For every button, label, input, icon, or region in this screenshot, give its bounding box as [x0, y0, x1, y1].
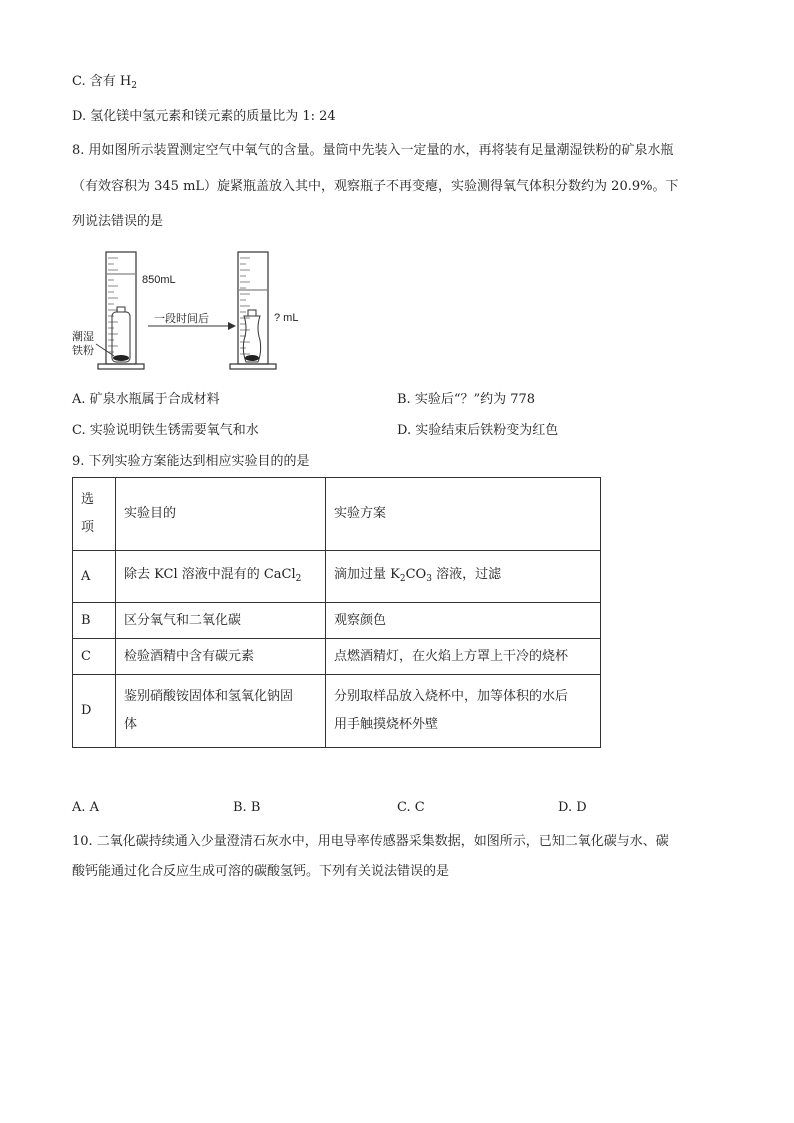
row-option: D — [73, 675, 116, 748]
q8-option-c: C. 实验说明铁生锈需要氧气和水 — [72, 423, 259, 438]
q10-stem-line1: 10. 二氧化碳持续通入少量澄清石灰水中，用电导率传感器采集数据，如图所示，已知二氧化碳与水、碳 — [72, 834, 669, 849]
label-iron-powder: 潮湿 铁粉 — [72, 331, 94, 357]
q9-option-b: B. B — [233, 800, 261, 815]
q8-option-d: D. 实验结束后铁粉变为红色 — [397, 423, 559, 438]
q9-option-d: D. D — [558, 800, 587, 815]
q8-stem-line3: 列说法错误的是 — [72, 214, 164, 229]
q8-stem-line2: （有效容积为 345 mL）旋紧瓶盖放入其中，观察瓶子不再变瘪，实验测得氧气体积分数约为 20.9%。下 — [72, 179, 679, 194]
row-plan: 观察颜色 — [326, 603, 601, 639]
label-volume-end: ? mL — [274, 312, 299, 324]
q10-stem-line2: 酸钙能通过化合反应生成可溶的碳酸氢钙。下列有关说法错误的是 — [72, 864, 450, 879]
q9-stem: 9. 下列实验方案能达到相应实验目的的是 — [72, 454, 310, 469]
header-option: 选 项 — [73, 478, 116, 551]
row-option: C — [73, 639, 116, 675]
row-option: A — [73, 551, 116, 603]
header-purpose: 实验目的 — [116, 478, 326, 551]
row-option: B — [73, 603, 116, 639]
q9-option-c: C. C — [397, 800, 425, 815]
label-arrow: 一段时间后 — [154, 313, 209, 325]
row-plan: 滴加过量 $K_2CO_3$ 溶液，过滤 — [326, 551, 601, 603]
header-plan: 实验方案 — [326, 478, 601, 551]
table-row — [73, 639, 601, 675]
label-volume-start: 850mL — [142, 274, 176, 286]
q7-option-d: D. 氢化镁中氢元素和镁元素的质量比为 1: 24 — [72, 109, 336, 124]
table-row — [73, 603, 601, 639]
row-purpose: 鉴别硝酸铵固体和氢氧化钠固 体 — [116, 675, 326, 748]
table-row — [73, 675, 601, 748]
table-row — [73, 551, 601, 603]
row-purpose: 检验酒精中含有碳元素 — [116, 639, 326, 675]
q8-stem-line1: 8. 用如图所示装置测定空气中氧气的含量。量筒中先装入一定量的水，再将装有足量潮湿铁粉的矿泉水瓶 — [72, 143, 674, 158]
row-purpose: 区分氧气和二氧化碳 — [116, 603, 326, 639]
row-plan: 点燃酒精灯，在火焰上方罩上干冷的烧杯 — [326, 639, 601, 675]
table-header-row — [73, 478, 601, 551]
q8-option-b: B. 实验后“？”约为 778 — [397, 392, 536, 407]
q8-option-a: A. 矿泉水瓶属于合成材料 — [72, 392, 220, 407]
row-plan: 分别取样品放入烧杯中，加等体积的水后 用手触摸烧杯外壁 — [326, 675, 601, 748]
row-purpose: 除去 KCl 溶液中混有的 CaCl$_2$ — [116, 551, 326, 603]
left-cylinder — [96, 252, 144, 369]
experiment-table — [72, 477, 601, 748]
q9-option-a: A. A — [72, 800, 100, 815]
q8-figure — [72, 246, 312, 380]
q7-option-c: C. 含有 $H_2$ — [72, 74, 137, 91]
right-cylinder — [230, 252, 276, 369]
